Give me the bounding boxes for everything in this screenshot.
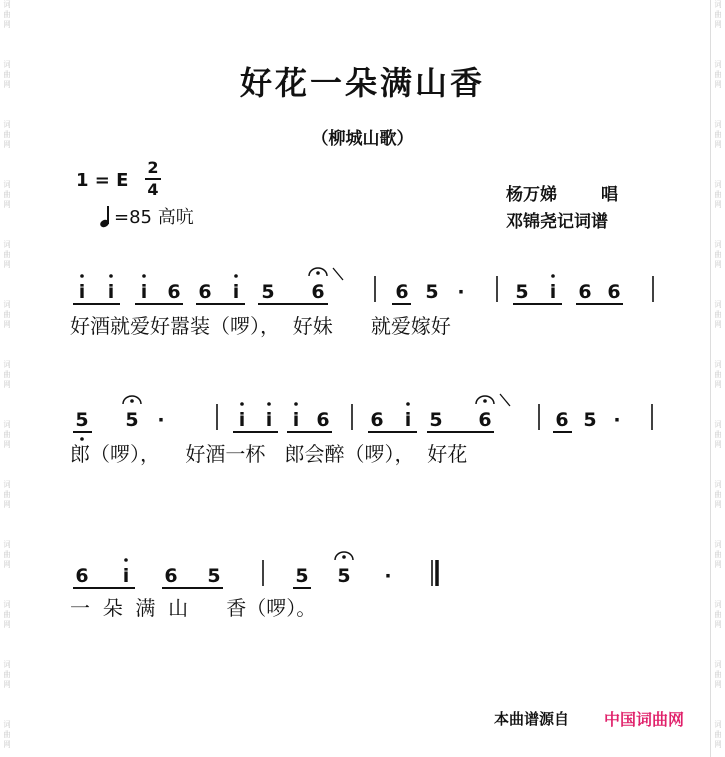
watermark-text: 词 曲 网 <box>714 660 722 689</box>
note: 6 <box>607 281 621 303</box>
watermark-text: 词 曲 网 <box>3 600 11 629</box>
watermark-text: 词 曲 网 <box>3 120 11 149</box>
watermark-text: 词 曲 网 <box>3 240 11 269</box>
left-watermark-strip <box>0 0 14 757</box>
song-title: 好花一朵满山香 <box>239 64 485 102</box>
watermark-text: 词 曲 网 <box>3 480 11 509</box>
lyric-line-2: 郎（啰）， 好酒一杯 郎会醉（啰）， 好花 <box>70 442 468 466</box>
watermark-text: 词 曲 网 <box>3 660 11 689</box>
notation-line-1 <box>0 262 725 342</box>
brand-link[interactable]: 中国词曲网 <box>604 710 685 729</box>
note: i <box>292 409 300 431</box>
note: i <box>404 409 412 431</box>
note: 6 <box>370 409 384 431</box>
note: i <box>78 281 86 303</box>
note: · <box>457 281 465 303</box>
note: i <box>107 281 115 303</box>
watermark-text: 词 曲 网 <box>714 300 722 329</box>
watermark-text: 词 曲 网 <box>714 720 722 749</box>
note: i <box>238 409 246 431</box>
watermark-text: 词 曲 网 <box>714 180 722 209</box>
fermata-icon <box>476 396 494 404</box>
note: 6 <box>316 409 330 431</box>
singer-name: 杨万娣 <box>506 185 557 205</box>
note: 5 <box>261 281 275 303</box>
singer-credit <box>506 180 618 205</box>
time-signature <box>145 160 161 198</box>
note: 6 <box>167 281 181 303</box>
fermata-icon <box>123 396 141 404</box>
quarter-note-icon <box>100 205 114 227</box>
watermark-text: 词 曲 网 <box>3 60 11 89</box>
note: · <box>157 409 165 431</box>
note: i <box>122 565 130 587</box>
note: 5 <box>425 281 439 303</box>
watermark-text: 词 曲 网 <box>714 420 722 449</box>
note: · <box>613 409 621 431</box>
note: 6 <box>555 409 569 431</box>
note: 6 <box>198 281 212 303</box>
watermark-text: 词 曲 网 <box>714 600 722 629</box>
watermark-text: 词 曲 网 <box>3 360 11 389</box>
note: 5 <box>207 565 221 587</box>
line-1-notes <box>79 281 621 303</box>
source-label: 本曲谱源自 <box>494 710 570 728</box>
notation-line-3 <box>0 548 725 628</box>
watermark-text: 词 曲 网 <box>714 120 722 149</box>
right-watermark-strip <box>710 0 725 757</box>
breath-mark-icon <box>500 394 510 406</box>
note: 5 <box>125 409 139 431</box>
note: 6 <box>478 409 492 431</box>
watermark-text: 词 曲 网 <box>3 300 11 329</box>
note: i <box>140 281 148 303</box>
watermark-text: 词 曲 网 <box>714 540 722 569</box>
note: 5 <box>515 281 529 303</box>
note: 6 <box>578 281 592 303</box>
note: 5 <box>75 409 89 431</box>
note: 6 <box>75 565 89 587</box>
notation-line-2 <box>0 388 725 473</box>
note: 6 <box>164 565 178 587</box>
time-signature-top: 2 <box>147 158 159 177</box>
song-subtitle: （柳城山歌） <box>311 129 414 149</box>
note: i <box>265 409 273 431</box>
breath-mark-icon <box>333 268 343 280</box>
time-signature-bottom: 4 <box>147 180 159 199</box>
note: 5 <box>337 565 351 587</box>
watermark-text: 词 曲 网 <box>3 540 11 569</box>
watermark-text: 词 曲 网 <box>714 60 722 89</box>
watermark-text: 词 曲 网 <box>3 420 11 449</box>
watermark-text: 词 曲 网 <box>714 360 722 389</box>
lyric-line-1: 好酒就爱好嚣装（啰）， 好妹 就爱嫁好 <box>70 314 451 338</box>
note: 6 <box>395 281 409 303</box>
lyric-line-3: 一 朵 满 山 香（啰）。 <box>70 596 317 620</box>
fermata-icon <box>335 552 353 560</box>
tempo-marking <box>100 203 194 229</box>
watermark-text: 词 曲 网 <box>714 480 722 509</box>
note: · <box>384 565 392 587</box>
key-signature: 1 = E <box>76 170 129 191</box>
tempo-text: =85 高吭 <box>114 207 194 228</box>
watermark-text: 词 曲 网 <box>714 0 722 29</box>
watermark-text: 词 曲 网 <box>3 0 11 29</box>
note: 5 <box>583 409 597 431</box>
note: 5 <box>429 409 443 431</box>
recorder-credit: 邓锦尧记词谱 <box>506 212 608 232</box>
fermata-icon <box>309 268 327 276</box>
line-1-octave-dots <box>80 274 555 278</box>
note: 5 <box>295 565 309 587</box>
note: 6 <box>311 281 325 303</box>
watermark-text: 词 曲 网 <box>3 180 11 209</box>
watermark-text: 词 曲 网 <box>3 720 11 749</box>
note: i <box>549 281 557 303</box>
sing-role: 唱 <box>601 185 618 205</box>
watermark-text: 词 曲 网 <box>714 240 722 269</box>
note: i <box>232 281 240 303</box>
